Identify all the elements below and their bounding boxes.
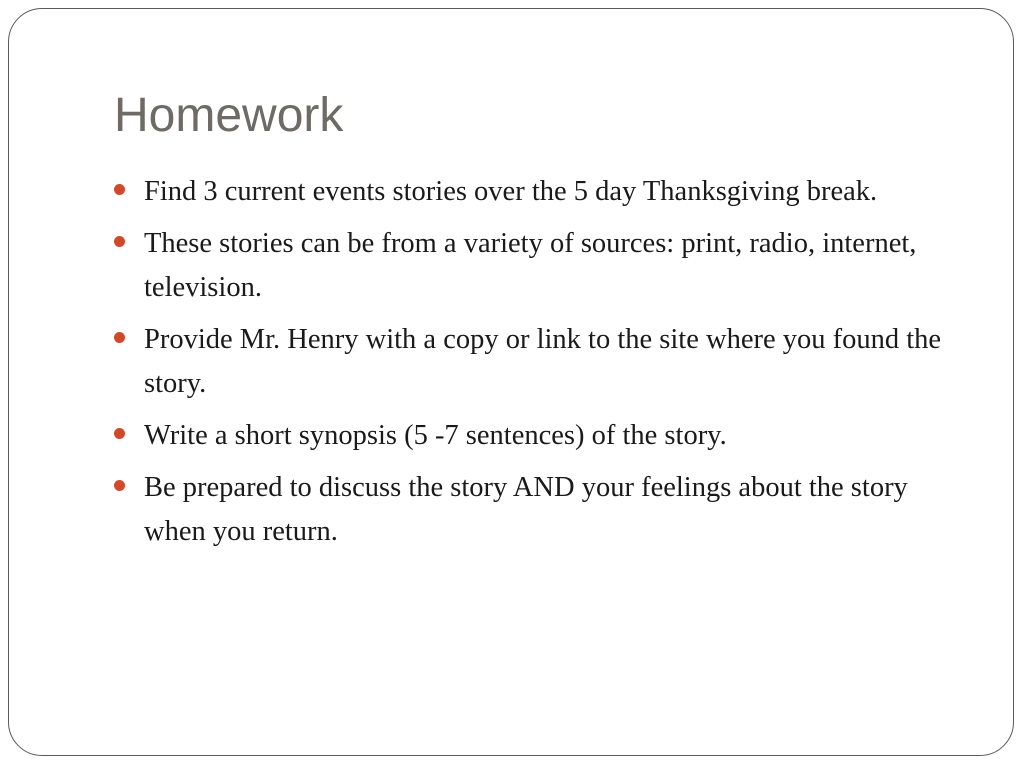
bullet-item-4 xyxy=(112,414,972,458)
slide-title: Homework xyxy=(114,89,344,142)
bullet-item-3 xyxy=(112,318,972,406)
bullet-text: Write a short synopsis (5 -7 sentences) of the story. xyxy=(144,420,727,451)
bullet-dot-icon xyxy=(114,236,125,247)
bullet-text: These stories can be from a variety of sources: print, radio, internet, television. xyxy=(144,228,917,303)
bullet-item-5 xyxy=(112,466,972,554)
bullet-text: Find 3 current events stories over the 5 day Thanksgiving break. xyxy=(144,176,878,207)
bullet-item-2 xyxy=(112,222,972,310)
bullet-dot-icon xyxy=(114,332,125,343)
bullet-dot-icon xyxy=(114,184,125,195)
bullet-item-1 xyxy=(112,170,972,214)
bullet-list xyxy=(112,170,972,562)
bullet-text: Provide Mr. Henry with a copy or link to the site where you found the story. xyxy=(144,324,942,399)
bullet-dot-icon xyxy=(114,428,125,439)
bullet-dot-icon xyxy=(114,480,125,491)
bullet-text: Be prepared to discuss the story AND your feelings about the story when you return. xyxy=(144,472,908,547)
